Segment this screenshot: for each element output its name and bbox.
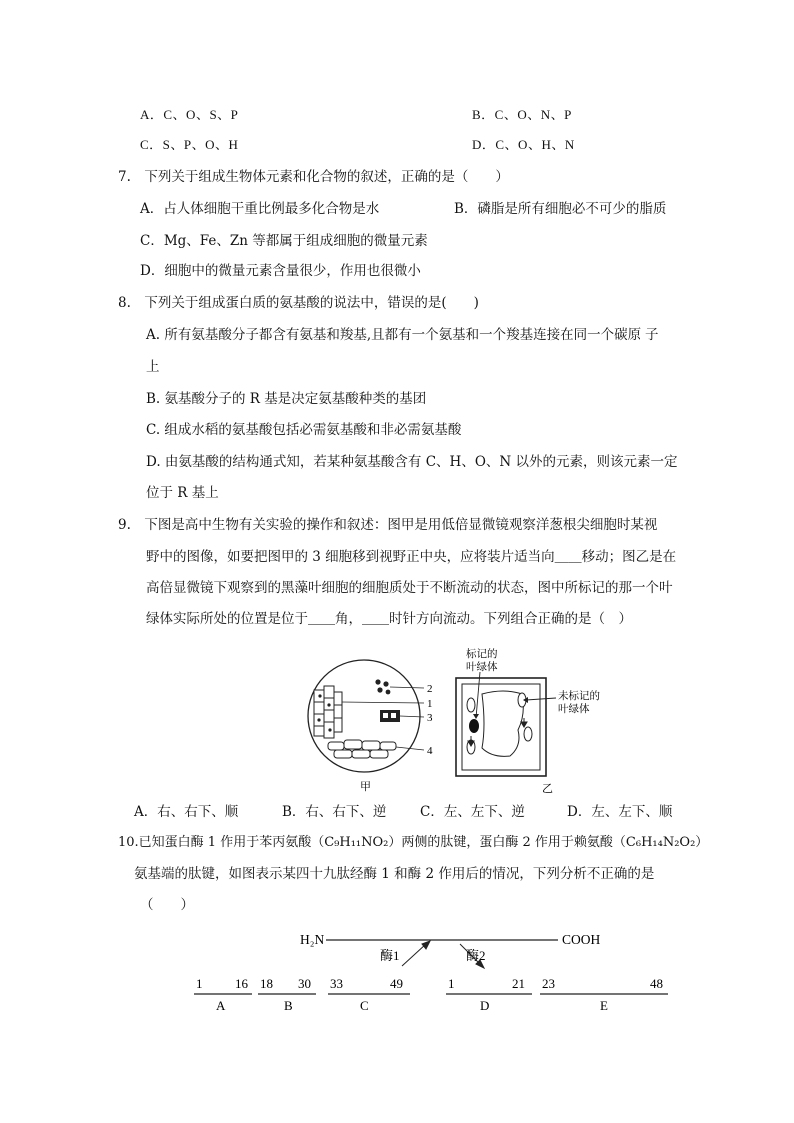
- q6-option-b: B．C、O、N、P: [472, 107, 572, 122]
- label-2: 2: [427, 683, 433, 695]
- marked-chloroplast-label-1: 标记的: [466, 649, 498, 660]
- q10-stem-line3: （ ）: [140, 897, 194, 913]
- q8-stem: 8. 下列关于组成蛋白质的氨基酸的说法中，错误的是( ): [118, 295, 479, 311]
- fragment-c-start: 33: [330, 976, 343, 991]
- q7-option-b: B．磷脂是所有细胞必不可少的脂质: [454, 201, 667, 217]
- fragment-e-label: E: [600, 998, 608, 1013]
- fragment-e-start: 23: [542, 976, 555, 991]
- q7-option-c: C．Mg、Fe、Zn 等都属于组成细胞的微量元素: [140, 233, 428, 249]
- n-terminus: H₂N: [300, 932, 325, 947]
- marked-chloroplast-label-2: 叶绿体: [466, 662, 498, 673]
- unmarked-chloroplast-label-2: 叶绿体: [558, 704, 590, 715]
- q6-option-d: D．C、O、H、N: [472, 137, 575, 152]
- label-3: 3: [427, 712, 433, 724]
- q8-option-d-line2: 位于 R 基上: [146, 485, 219, 501]
- fragment-b-end: 30: [298, 976, 311, 991]
- q8-option-b: B. 氨基酸分子的 R 基是决定氨基酸种类的基团: [146, 391, 427, 407]
- q9-stem-line3: 高倍显微镜下观察到的黑藻叶细胞的细胞质处于不断流动的状态，图中所标记的那一个叶: [146, 580, 673, 596]
- figure-peptide: [190, 924, 680, 1016]
- label-4: 4: [427, 745, 433, 757]
- fragment-d-end: 21: [512, 976, 525, 991]
- q9-stem-line4: 绿体实际所处的位置是位于＿＿角，＿＿时针方向流动。下列组合正确的是（ ）: [146, 611, 632, 627]
- q7-option-d: D．细胞中的微量元素含量很少，作用也很微小: [140, 263, 421, 279]
- fragment-b-start: 18: [260, 976, 273, 991]
- q6-option-c: C．S、P、O、H: [140, 137, 239, 152]
- unmarked-chloroplast-label-1: 未标记的: [558, 691, 600, 702]
- fragment-e-end: 48: [650, 976, 663, 991]
- label-1: 1: [427, 698, 433, 710]
- q9-option-b: B．右、右下、逆: [282, 804, 387, 820]
- q9-option-c: C．左、左下、逆: [420, 804, 525, 820]
- q6-option-a: A．C、O、S、P: [140, 107, 239, 122]
- fragment-b-label: B: [284, 998, 293, 1013]
- enzyme2-label: 酶2: [466, 948, 486, 963]
- q7-stem: 7. 下列关于组成生物体元素和化合物的叙述，正确的是（ ）: [118, 169, 509, 185]
- fragment-a-start: 1: [196, 976, 203, 991]
- figure-jia: [300, 650, 450, 795]
- q8-option-a-line1: A. 所有氨基酸分子都含有氨基和羧基,且都有一个氨基和一个羧基连接在同一个碳原: [146, 327, 642, 343]
- enzyme1-label: 酶1: [380, 948, 400, 963]
- q9-stem-line1: 9. 下图是高中生物有关实验的操作和叙述：图甲是用低倍显微镜观察洋葱根尖细胞时某视: [118, 517, 658, 533]
- fragment-a-end: 16: [235, 976, 248, 991]
- c-terminus: COOH: [562, 932, 601, 947]
- q10-stem-line2: 氨基端的肽键，如图表示某四十九肽经酶 1 和酶 2 作用后的情况，下列分析不正确的是: [134, 866, 655, 882]
- figure-yi: [452, 648, 632, 798]
- q8-option-d-line1: D. 由氨基酸的结构通式知，若某种氨基酸含有 C、H、O、N 以外的元素，则该元素一定: [146, 454, 678, 470]
- q9-option-a: A．右、右下、顺: [134, 804, 239, 820]
- figure-jia-caption: 甲: [360, 781, 371, 793]
- fragment-a-label: A: [216, 998, 226, 1013]
- q8-option-a-tail: 子: [645, 327, 659, 343]
- q8-option-c: C. 组成水稻的氨基酸包括必需氨基酸和非必需氨基酸: [146, 422, 462, 438]
- fragment-c-end: 49: [390, 976, 403, 991]
- q8-option-a-line2: 上: [146, 359, 160, 375]
- fragment-d-start: 1: [448, 976, 455, 991]
- fragment-c-label: C: [360, 998, 369, 1013]
- q7-option-a: A．占人体细胞干重比例最多化合物是水: [140, 201, 380, 217]
- q10-stem-line1: 10.已知蛋白酶 1 作用于苯丙氨酸（C₉H₁₁NO₂）两侧的肽键，蛋白酶 2 作用于赖氨酸（C₆H₁₄N₂O₂）: [118, 835, 709, 850]
- figure-yi-caption: 乙: [542, 783, 553, 795]
- fragment-d-label: D: [480, 998, 490, 1013]
- q9-option-d: D．左、左下、顺: [567, 804, 673, 820]
- q9-stem-line2: 野中的图像，如要把图甲的 3 细胞移到视野正中央，应将装片适当向＿＿移动；图乙是在: [146, 549, 677, 565]
